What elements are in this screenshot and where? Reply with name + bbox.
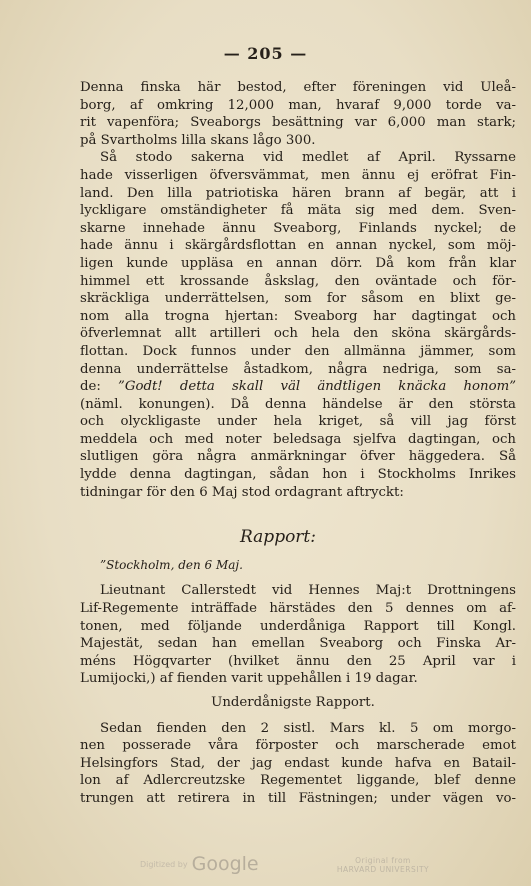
text-line: (näml. konungen). Då denna händelse är den största: [80, 396, 516, 412]
text-line: denna underrättelse åstadkom, några nedriga, som sa-: [80, 361, 516, 377]
text-line: lydde denna dagtingan, sådan hon i Stockholms Inrikes: [80, 467, 516, 483]
dateline: ”Stockholm, den 6 Maj.: [100, 557, 243, 572]
paragraph-3: [80, 582, 516, 688]
text-line: méns Högqvarter (hvilket ännu den 25 April var i: [80, 653, 516, 669]
text-line: land. Den lilla patriotiska hären brann af begär, att i: [80, 185, 516, 201]
page-body: [80, 79, 516, 808]
text-line: trungen att retirera in till Fästningen; under vägen vo-: [80, 790, 516, 806]
text-line: ligen kunde uppläsa en annan dörr. Då kom från klar: [80, 255, 516, 271]
text-line: och olyckligaste under hela kriget, så vill jag först: [80, 414, 516, 430]
text-line: nen posserade våra förposter och marscherade emot: [80, 738, 516, 754]
text-line: borg, af omkring 12,000 man, hvaraf 9,000 torde va-: [80, 97, 516, 113]
text-line: Majestät, sedan han emellan Sveaborg och Finska Ar-: [80, 636, 516, 652]
text-line: öfverlemnat allt artilleri och hela den sköna skärgårds-: [80, 326, 516, 342]
text-line: tonen, med följande underdåniga Rapport till Kongl.: [80, 618, 516, 634]
text-line: skräckliga underrättelsen, som for såsom en blixt ge-: [80, 291, 516, 307]
text-line: tidningar för den 6 Maj stod ordagrant aftryckt:: [80, 484, 404, 500]
text-line: lyckligare omständigheter få mäta sig med dem. Sven-: [80, 203, 516, 219]
text-line: Lieutnant Callerstedt vid Hennes Maj:t Drottningens: [100, 583, 516, 599]
text-line: skarne innehade ännu Sveaborg, Finlands nyckel; de: [80, 220, 516, 236]
text-line: slutligen göra några anmärkningar öfver häggedera. Så: [80, 449, 516, 465]
paragraph-1: [80, 79, 516, 149]
paragraph-4: [80, 720, 516, 808]
paragraph-2: [80, 149, 516, 501]
text-line: lon af Adlercreutzske Regementet liggande, blef denne: [80, 773, 516, 789]
text-line: hade visserligen öfversvämmat, men ännu ej eröfrat Fin-: [80, 167, 516, 183]
text-line: meddela och med noter beledsaga sjelfva dagtingan, och: [80, 431, 516, 447]
quote-prefix: de:: [80, 379, 119, 395]
text-line: himmel ett krossande åskslag, den oväntade och för-: [80, 273, 516, 289]
text-line: Lif-Regemente inträffade härstädes den 5 dennes om af-: [80, 601, 516, 617]
text-line: Sedan fienden den 2 sistl. Mars kl. 5 om morgo-: [100, 720, 516, 736]
quote-line: [80, 378, 516, 396]
sub-heading: Underdånigste Rapport.: [211, 695, 375, 710]
text-line: Helsingfors Stad, der jag endast kunde hafva en Batail-: [80, 755, 516, 771]
watermark-prefix: Digitized by: [140, 860, 188, 869]
google-watermark: [140, 853, 259, 875]
watermark-harvard: HARVARD UNIVERSITY: [336, 865, 430, 874]
google-logo-text: Google: [191, 853, 259, 875]
text-line: rit vapenföra; Sveaborgs besättning var 6,000 man stark;: [80, 115, 516, 131]
text-line: nom alla trogna hjertan: Sveaborg har dagtingat och: [80, 308, 516, 324]
text-line: Denna finska här bestod, efter föreningen vid Uleå-: [80, 80, 516, 95]
quote-italic: ”Godt! detta skall väl ändtligen knäcka honom”: [118, 379, 516, 395]
page-number: — 205 —: [223, 44, 308, 63]
text-line: på Svartholms lilla skans lågo 300.: [80, 132, 316, 148]
text-line: Så stodo sakerna vid medlet af April. Ryssarne: [100, 150, 516, 166]
section-heading: Rapport:: [239, 527, 316, 548]
text-line: flottan. Dock funnos under den allmänna jämmer, som: [80, 343, 516, 359]
text-line: hade ännu i skärgårdsflottan en annan nyckel, som möj-: [80, 238, 516, 254]
text-line: Lumijocki,) af fienden varit uppehållen i 19 dagar.: [80, 671, 418, 687]
watermark-original-from: Original from: [355, 856, 411, 865]
harvard-watermark: [328, 856, 438, 874]
